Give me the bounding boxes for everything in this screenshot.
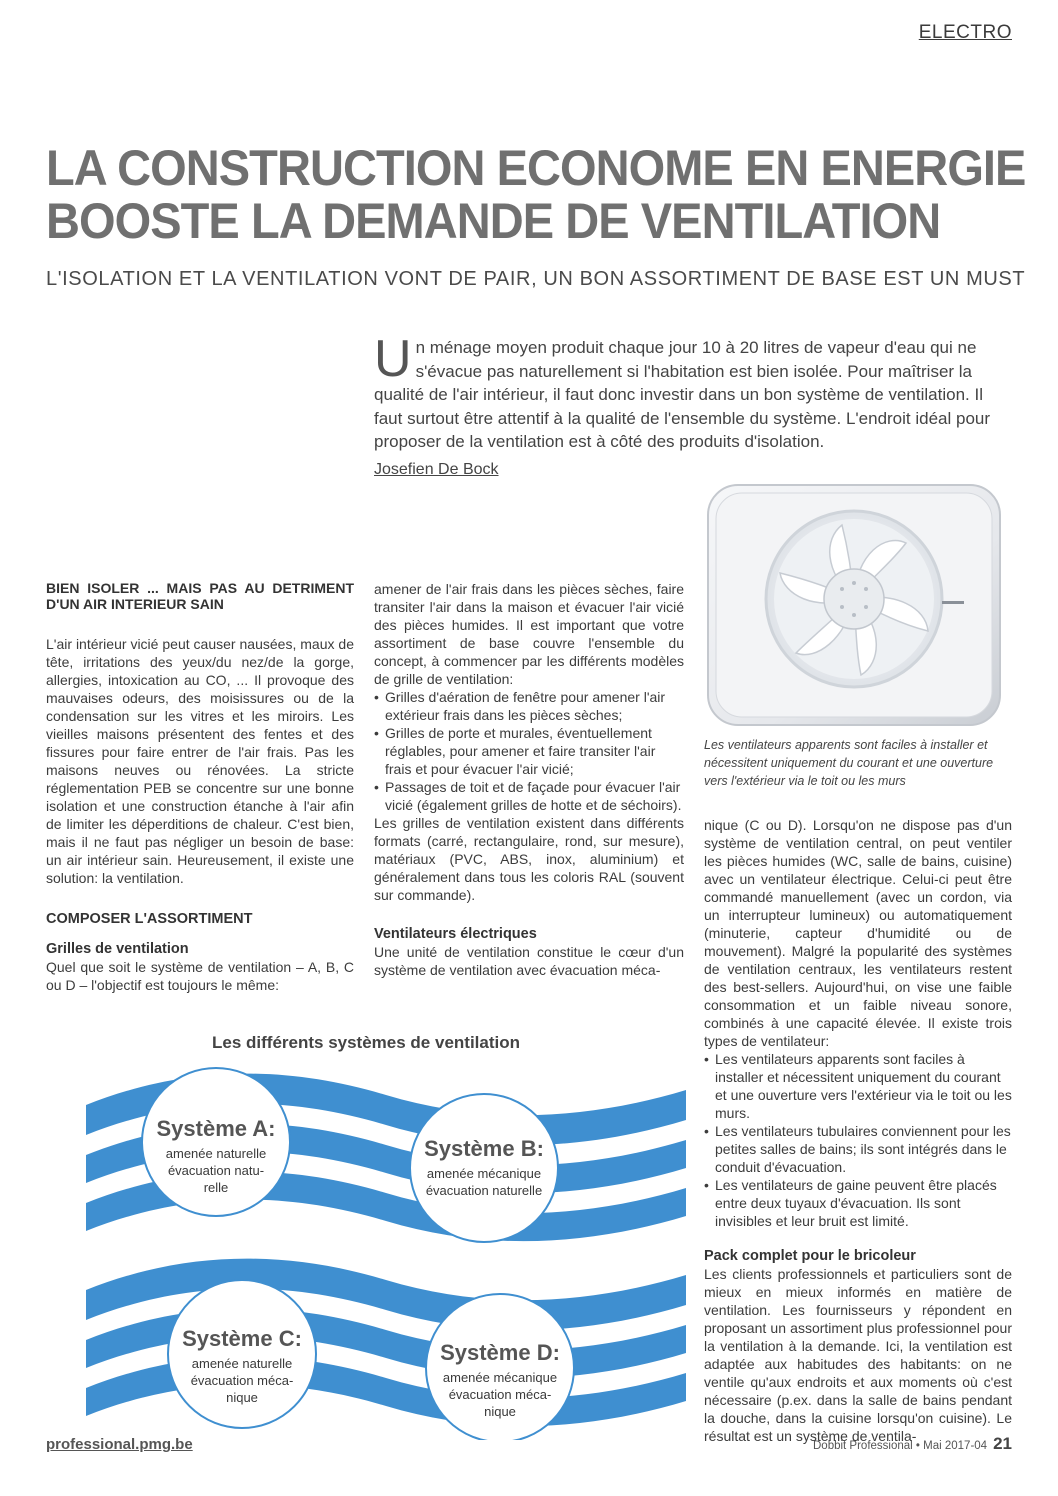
page-title (46, 140, 1026, 249)
col3-paragraph-2: Les clients professionnels et particuliers sont de mieux en mieux informés en matière de ventilation. Les fournisseurs y répondent en proposant un assortiment plus professionnel pour la ventilation à la demande. Ici, la ventilation est adaptée aux habitudes des habitants: on ne ventile qu'aux endroits et aux moments où c'est nécessaire (p.ex. dans la salle de bains pendant la douche, dans la cuisine lorsqu'on cuisine). Le résultat est un système de ventila- (704, 1266, 1012, 1444)
list-item: • Les ventilateurs tubulaires conviennent pour les petites salles de bains; ils sont intégrés dans le conduit d'évacuation. (704, 1122, 1012, 1176)
col2-paragraph-3: Une unité de ventilation constitue le cœur d'un système de ventilation avec évacuation méca- (374, 944, 684, 978)
footer-publication: Dobbit Professional • Mai 2017-04 (813, 1440, 988, 1452)
ventilation-diagram (86, 1060, 686, 1440)
system-c-line-1: amenée naturelle (191, 1356, 293, 1371)
page-number: 21 (993, 1434, 1012, 1453)
title-line-1: LA CONSTRUCTION ECONOME EN ENERGIE (46, 140, 1026, 196)
subheading-grilles: Grilles de ventilation (46, 941, 189, 957)
grilles-list (374, 688, 684, 814)
system-c-line-3: nique (226, 1390, 258, 1405)
col3-paragraph-1: nique (C ou D). Lorsqu'on ne dispose pas d'un système de ventilation central, on peut ventiler les pièces humides (WC, salle de bains, cuisine) avec un ventilateur électrique. Celui-ci peut être commandé manuellement (avec un cordon, via un interrupteur lumineux) ou automatiquement (minuterie, capteur d'humidité ou de mouvement). Malgré la popularité des systèmes de ventilation centraux, les ventilateurs restent des best-sellers. Aujourd'hui, on vise une faible consommation et un faible niveau sonore, combinés à une capacité élevée. Il existe trois types de ventilateur: (704, 817, 1012, 1049)
heading-composer: COMPOSER L'ASSORTIMENT (46, 911, 253, 927)
col2-paragraph-1: amener de l'air frais dans les pièces sèches, faire transiter l'air dans la maison et évacuer l'air vicié des pièces humides. Il est important que votre assortiment de base couvre l'ensemble du concept, à commencer par les différents modèles de grille de ventilation: (374, 581, 684, 687)
system-c-line-2: évacuation méca- (190, 1373, 294, 1388)
lead-text: n ménage moyen produit chaque jour 10 à 20 litres de vapeur d'eau qui ne s'évacue pas naturellement si l'habitation est bien isolée. Pour maîtriser la qualité de l'air intérieur, il faut donc investir dans un bon système de ventilation. Il faut surtout être attentif à la qualité de l'ensemble du système. L'endroit idéal pour proposer de la ventilation est à côté des produits d'isolation. (374, 338, 991, 451)
col2-paragraph-2: Les grilles de ventilation existent dans différents formats (carré, rectangulaire, rond, sur mesure), matériaux (PVC, ABS, inox, aluminium) et généralement dans tous les coloris RAL (souvent sur commande). (374, 815, 684, 903)
footer-right (813, 1434, 1012, 1454)
list-item: • Passages de toit et de façade pour évacuer l'air vicié (également grilles de hotte et de séchoirs). (374, 778, 684, 814)
footer-website-link[interactable]: professional.pmg.be (46, 1436, 193, 1453)
system-d-line-2: évacuation méca- (448, 1387, 552, 1402)
list-item: • Les ventilateurs apparents sont faciles à installer et nécessitent uniquement du courant et une ouverture vers l'extérieur via le toit ou les murs. (704, 1050, 1012, 1122)
system-b-line-1: amenée mécanique (426, 1166, 542, 1181)
column-1 (46, 580, 354, 994)
system-a-name: Système A: (156, 1116, 276, 1141)
system-a-line-2: évacuation natu- (167, 1163, 265, 1178)
column-3 (704, 816, 1012, 1445)
section-tag[interactable]: ELECTRO (918, 22, 1012, 43)
fan-photo (706, 483, 1002, 729)
system-b-name: Système B: (424, 1136, 544, 1161)
system-b-line-2: évacuation naturelle (425, 1183, 543, 1198)
photo-caption: Les ventilateurs apparents sont faciles à installer et nécessitent uniquement du courant et une ouverture vers l'extérieur via le toit ou les murs (704, 738, 994, 788)
bathroom-fan-image (706, 483, 1002, 729)
drop-cap: U (374, 330, 412, 388)
subheading-ventilateurs: Ventilateurs électriques (374, 926, 537, 942)
system-d-line-1: amenée mécanique (442, 1370, 558, 1385)
list-item: • Grilles de porte et murales, éventuellement réglables, pour amener et faire transiter l'air frais et pour évacuer l'air vicié; (374, 724, 684, 778)
system-c-name: Système C: (182, 1326, 302, 1351)
heading-bien-isoler: BIEN ISOLER ... MAIS PAS AU DETRIMENT D'UN AIR INTERIEUR SAIN (46, 580, 354, 612)
fan-types-list (704, 1050, 1012, 1230)
title-line-2: BOOSTE LA DEMANDE DE VENTILATION (46, 193, 941, 249)
system-a-line-3: relle (203, 1180, 229, 1195)
system-d-line-3: nique (484, 1404, 516, 1419)
system-c-circle (168, 1280, 316, 1428)
diagram-title: Les différents systèmes de ventilation (212, 1033, 520, 1052)
col1-paragraph-2: Quel que soit le système de ventilation – A, B, C ou D – l'objectif est toujours le même: (46, 959, 354, 993)
list-item: • Les ventilateurs de gaine peuvent être placés entre deux tuyaux d'évacuation. Ils sont invisibles et leur bruit est limité. (704, 1176, 1012, 1230)
author-byline[interactable]: Josefien De Bock (374, 461, 499, 478)
page-subtitle: L'ISOLATION ET LA VENTILATION VONT DE PAIR, UN BON ASSORTIMENT DE BASE EST UN MUST (46, 268, 1026, 290)
column-2 (374, 580, 684, 979)
ventilation-systems-graphic (86, 1060, 686, 1440)
system-d-name: Système D: (440, 1340, 560, 1365)
subheading-pack: Pack complet pour le bricoleur (704, 1248, 916, 1264)
system-a-line-1: amenée naturelle (165, 1146, 267, 1161)
lead-paragraph (374, 330, 1014, 454)
col1-paragraph-1: L'air intérieur vicié peut causer nausées, maux de tête, irritations des yeux/du nez/de la gorge, allergies, intoxication au CO, ... Il provoque des mauvaises odeurs, des moisissures ou de la condensation sur les vitres et les miroirs. Les vieilles maisons présentent des fentes et des fissures pour faire entrer de l'air frais. Pas les maisons neuves ou rénovées. La stricte réglementation PEB se concentre sur une bonne isolation et une construction étanche à l'air afin de limiter les déperditions de chaleur. C'est bien, mais il ne faut pas négliger un besoin de base: un air intérieur sain. Heureusement, il existe une solution: la ventilation. (46, 636, 354, 886)
list-item: • Grilles d'aération de fenêtre pour amener l'air extérieur frais dans les pièces sèches; (374, 688, 684, 724)
